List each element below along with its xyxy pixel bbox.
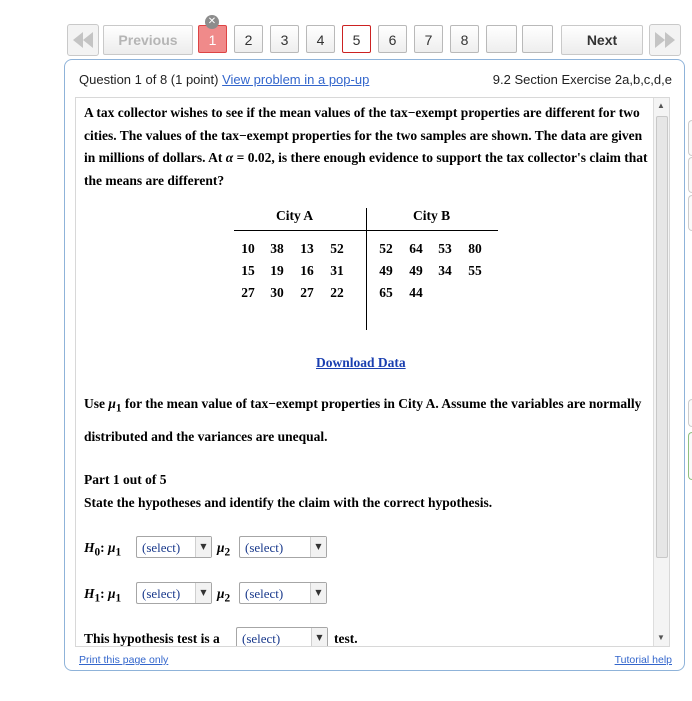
table-cell-a-2-1: 30	[270, 285, 284, 300]
edge-tab	[688, 195, 692, 231]
double-right-arrow-icon	[653, 30, 677, 50]
test-type-select[interactable]	[236, 627, 328, 647]
edge-tab	[688, 120, 692, 156]
content-scrollbar[interactable]	[653, 98, 669, 646]
h0-claim-value: (select)	[245, 540, 284, 555]
table-cell-a-0-2: 13	[300, 241, 314, 256]
table-cell-b-2-1: 44	[409, 285, 423, 300]
h1-mu1: μ	[108, 586, 116, 601]
table-cell-b-2-0: 65	[379, 285, 393, 300]
test-type-value: (select)	[242, 631, 281, 646]
instructions	[84, 390, 650, 450]
table-cell-a-1-2: 16	[300, 263, 314, 278]
table-cell-b-1-3: 55	[468, 263, 482, 278]
alpha-symbol: α	[225, 150, 234, 165]
table-cell-b-1-2: 34	[438, 263, 452, 278]
table-cell-b-0-1: 64	[409, 241, 423, 256]
next-button[interactable]: Next	[561, 25, 643, 55]
question-text-part2: = 0.02, is there enough evidence to support the tax collector's claim that the means are different?	[84, 150, 648, 188]
question-5-button[interactable]: 5	[342, 25, 371, 53]
double-left-arrow-icon	[71, 30, 95, 50]
print-page-link[interactable]: Print this page only	[79, 654, 169, 666]
part-title: Part 1 out of 5	[84, 472, 167, 487]
chevron-down-icon: ▼	[311, 628, 327, 647]
table-cell-a-2-0: 27	[241, 285, 255, 300]
tutorial-help-link[interactable]: Tutorial help	[614, 654, 672, 666]
h1-colon: :	[100, 586, 105, 601]
h0-claim-select[interactable]	[239, 536, 327, 558]
question-text	[84, 102, 650, 192]
test-type-prefix: This hypothesis test is a	[84, 631, 220, 646]
data-table	[234, 208, 498, 330]
h0-relation-select[interactable]	[136, 536, 212, 558]
city-b-header: City B	[413, 208, 451, 223]
h0-colon: :	[100, 540, 105, 555]
question-4-button[interactable]: 4	[306, 25, 335, 53]
question-10-button[interactable]	[522, 25, 553, 53]
scrollbar-thumb[interactable]	[656, 116, 668, 558]
question-8-button[interactable]: 8	[450, 25, 479, 53]
test-type-suffix: test.	[334, 631, 358, 646]
h0-relation-value: (select)	[142, 540, 181, 555]
edge-tab	[688, 432, 692, 480]
previous-button[interactable]: Previous	[103, 25, 193, 55]
edge-tab	[688, 399, 692, 427]
mu-subscript: 1	[115, 402, 122, 415]
h1-relation-value: (select)	[142, 586, 181, 601]
table-cell-a-0-0: 10	[241, 241, 255, 256]
table-cell-b-0-0: 52	[379, 241, 393, 256]
h0-letter: H	[84, 540, 95, 555]
h0-label	[84, 540, 121, 559]
h0-mu1-sub: 1	[115, 546, 122, 559]
h1-label	[84, 586, 121, 605]
h0-mu2: μ	[217, 540, 225, 555]
scroll-down-icon[interactable]: ▼	[657, 633, 665, 642]
table-cell-a-2-2: 27	[300, 285, 314, 300]
question-header	[79, 72, 672, 87]
h0-mu1: μ	[108, 540, 116, 555]
question-9-button[interactable]	[486, 25, 517, 53]
table-cell-a-1-0: 15	[241, 263, 255, 278]
part-description: State the hypotheses and identify the claim with the correct hypothesis.	[84, 495, 493, 510]
instructions-suffix: for the mean value of tax−exempt properties in City A. Assume the variables are normally distributed and the variances are unequal.	[84, 396, 642, 444]
table-cell-b-0-3: 80	[468, 241, 482, 256]
chevron-down-icon: ▼	[310, 583, 326, 603]
question-6-button[interactable]: 6	[378, 25, 407, 53]
instructions-prefix: Use	[84, 396, 109, 411]
table-cell-b-0-2: 53	[438, 241, 452, 256]
last-question-arrow[interactable]	[649, 24, 681, 56]
h1-relation-select[interactable]	[136, 582, 212, 604]
h1-mu2: μ	[217, 586, 225, 601]
h1-mu2-label	[217, 586, 230, 605]
h1-claim-value: (select)	[245, 586, 284, 601]
table-cell-a-0-1: 38	[270, 241, 284, 256]
table-cell-a-1-1: 19	[270, 263, 284, 278]
h1-mu1-sub: 1	[115, 592, 122, 605]
h1-subscript: 1	[94, 592, 101, 605]
scroll-up-icon[interactable]: ▲	[657, 101, 665, 110]
download-data-link[interactable]: Download Data	[316, 355, 406, 370]
city-a-header: City A	[276, 208, 314, 223]
question-1-button[interactable]: 1	[198, 25, 227, 53]
edge-tab	[688, 157, 692, 193]
question-pager	[67, 16, 687, 56]
question-3-button[interactable]: 3	[270, 25, 299, 53]
chevron-down-icon: ▼	[310, 537, 326, 557]
h1-claim-select[interactable]	[239, 582, 327, 604]
question-info: Question 1 of 8 (1 point)	[79, 72, 219, 87]
table-cell-b-1-1: 49	[409, 263, 423, 278]
table-cell-a-2-3: 22	[330, 285, 344, 300]
table-cell-a-1-3: 31	[330, 263, 344, 278]
question-text-part1: A tax collector wishes to see if the mean values of the tax−exempt properties are different for two cities. The values of the tax−exempt properties for the two samples are shown. The data are given in millions of dollars. At	[84, 105, 643, 165]
table-divider-vertical	[366, 208, 367, 330]
popup-link[interactable]: View problem in a pop-up	[222, 72, 370, 87]
question-7-button[interactable]: 7	[414, 25, 443, 53]
table-divider-horizontal	[234, 230, 498, 231]
section-label: 9.2 Section Exercise 2a,b,c,d,e	[492, 72, 672, 87]
question-panel	[64, 59, 685, 671]
table-cell-a-0-3: 52	[330, 241, 344, 256]
chevron-down-icon: ▼	[195, 537, 211, 557]
h0-subscript: 0	[94, 546, 101, 559]
close-icon[interactable]: ✕	[205, 15, 219, 29]
first-question-arrow[interactable]	[67, 24, 99, 56]
h1-letter: H	[84, 586, 95, 601]
h1-mu2-sub: 2	[224, 592, 231, 605]
question-2-button[interactable]: 2	[234, 25, 263, 53]
h0-mu2-label	[217, 540, 230, 559]
h0-mu2-sub: 2	[224, 546, 231, 559]
question-content	[75, 97, 670, 647]
table-cell-b-1-0: 49	[379, 263, 393, 278]
chevron-down-icon: ▼	[195, 583, 211, 603]
mu-symbol: μ	[108, 396, 116, 411]
